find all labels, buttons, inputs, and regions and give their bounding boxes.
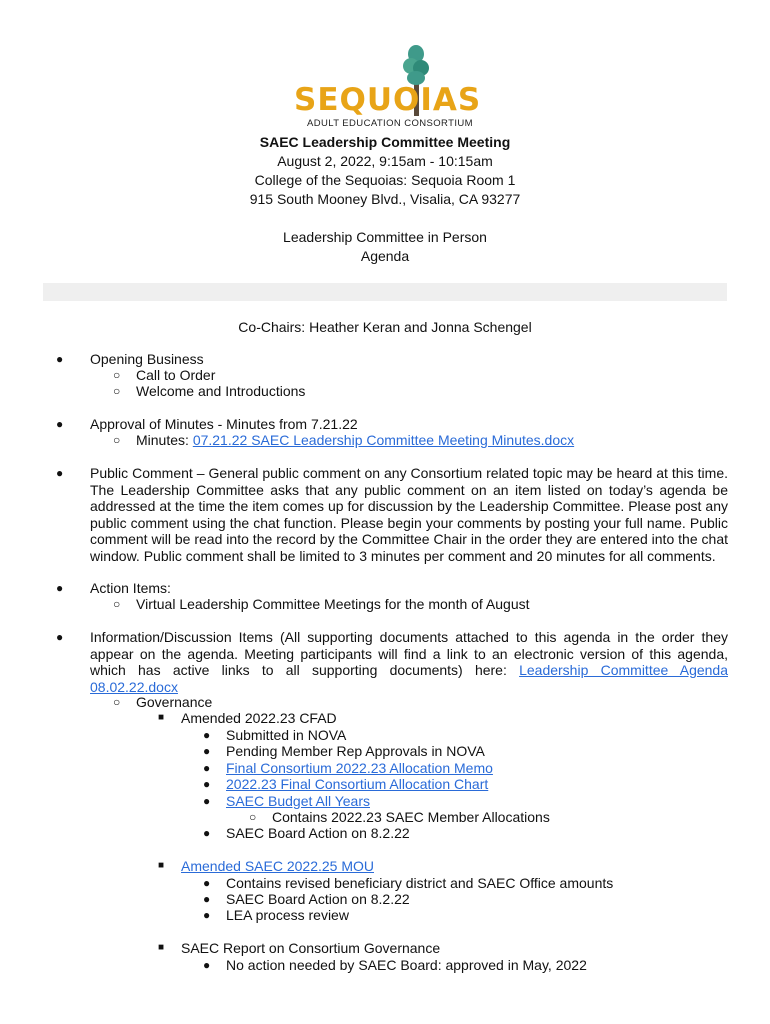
bullet-circle-icon: ○: [113, 384, 121, 398]
list-item: Virtual Leadership Committee Meetings for the month of August: [136, 596, 530, 612]
bullet-disc-icon: ●: [203, 761, 211, 775]
list-item: Contains 2022.23 SAEC Member Allocations: [272, 809, 550, 825]
bullet-disc-icon: ●: [203, 876, 211, 890]
logo-subtitle: ADULT EDUCATION CONSORTIUM: [307, 118, 473, 129]
allocation-memo-link[interactable]: Final Consortium 2022.23 Allocation Memo: [226, 760, 493, 776]
bullet-disc-icon: ●: [56, 417, 64, 431]
governance-report-label: SAEC Report on Consortium Governance: [181, 940, 441, 956]
info-discussion-text: [90, 629, 728, 695]
bullet-disc-icon: ●: [56, 581, 64, 595]
info-discussion-body: Information/Discussion Items (All supporting documents attached to this agenda in the order they appear on the agenda. Meeting participants will find a link to an electronic version of this agenda, which has active links to all supporting documents) here:: [90, 629, 728, 678]
bullet-disc-icon: ●: [203, 794, 211, 808]
list-item: Pending Member Rep Approvals in NOVA: [226, 743, 485, 759]
document-type: Agenda: [360, 248, 410, 264]
action-items-label: Action Items:: [90, 580, 171, 596]
approval-minutes-label: Approval of Minutes - Minutes from 7.21.22: [90, 416, 358, 432]
bullet-circle-icon: ○: [113, 368, 121, 382]
public-comment-text: Public Comment – General public comment on any Consortium related topic may be heard at this time. The Leadership Committee asks that any public comment on an item listed on today’s agenda be addressed at the time the item comes up for discussion by the Leadership Committee. Please post any public comment using the chat function. Please begin your comments by posting your full name. Public comment will be read into the record by the Committee Chair in the order they are entered into the chat window. Public comment shall be limited to 3 minutes per comment and 20 minutes for all comments.: [90, 465, 728, 564]
bullet-square-icon: ■: [158, 860, 165, 871]
bullet-disc-icon: ●: [56, 630, 64, 644]
divider-bar: [43, 283, 727, 301]
minutes-doc-link[interactable]: 07.21.22 SAEC Leadership Committee Meeting Minutes.docx: [192, 432, 575, 448]
agenda-doc-link[interactable]: Leadership Committee Agenda 08.02.22.docx: [90, 662, 728, 695]
opening-business-label: Opening Business: [90, 351, 204, 367]
bullet-disc-icon: ●: [203, 744, 211, 758]
list-item: SAEC Board Action on 8.2.22: [226, 825, 410, 841]
sequoias-logo: [294, 44, 482, 130]
meeting-location: College of the Sequoias: Sequoia Room 1: [254, 172, 516, 188]
logo-wordmark: SEQUOIAS: [294, 82, 482, 118]
bullet-circle-icon: ○: [113, 433, 121, 447]
bullet-disc-icon: ●: [203, 728, 211, 742]
allocation-chart-link[interactable]: 2022.23 Final Consortium Allocation Chart: [226, 776, 489, 792]
meeting-mode: Leadership Committee in Person: [283, 229, 487, 245]
bullet-disc-icon: ●: [203, 777, 211, 791]
list-item: Contains revised beneficiary district and SAEC Office amounts: [226, 875, 614, 891]
minutes-item: [136, 432, 574, 449]
bullet-circle-icon: ○: [249, 810, 257, 824]
mou-link[interactable]: Amended SAEC 2022.25 MOU: [181, 858, 374, 874]
meeting-date: August 2, 2022, 9:15am - 10:15am: [277, 153, 493, 169]
meeting-title: SAEC Leadership Committee Meeting: [259, 134, 511, 150]
cfad-label: Amended 2022.23 CFAD: [181, 710, 337, 726]
co-chairs: Co-Chairs: Heather Keran and Jonna Schengel: [238, 319, 532, 335]
list-item: SAEC Board Action on 8.2.22: [226, 891, 410, 907]
list-item: Call to Order: [136, 367, 216, 383]
bullet-square-icon: ■: [158, 712, 165, 723]
list-item: No action needed by SAEC Board: approved in May, 2022: [226, 957, 587, 973]
list-item: LEA process review: [226, 907, 349, 923]
bullet-disc-icon: ●: [203, 892, 211, 906]
bullet-circle-icon: ○: [113, 597, 121, 611]
bullet-disc-icon: ●: [56, 352, 64, 366]
minutes-prefix: Minutes:: [136, 432, 193, 448]
bullet-square-icon: ■: [158, 942, 165, 953]
bullet-disc-icon: ●: [203, 958, 211, 972]
meeting-address: 915 South Mooney Blvd., Visalia, CA 93277: [249, 191, 521, 207]
list-item: Welcome and Introductions: [136, 383, 306, 399]
bullet-disc-icon: ●: [56, 466, 64, 480]
budget-all-years-link[interactable]: SAEC Budget All Years: [226, 793, 370, 809]
bullet-disc-icon: ●: [203, 908, 211, 922]
list-item: Submitted in NOVA: [226, 727, 347, 743]
bullet-disc-icon: ●: [203, 826, 211, 840]
governance-label: Governance: [136, 694, 213, 710]
bullet-circle-icon: ○: [113, 695, 121, 709]
